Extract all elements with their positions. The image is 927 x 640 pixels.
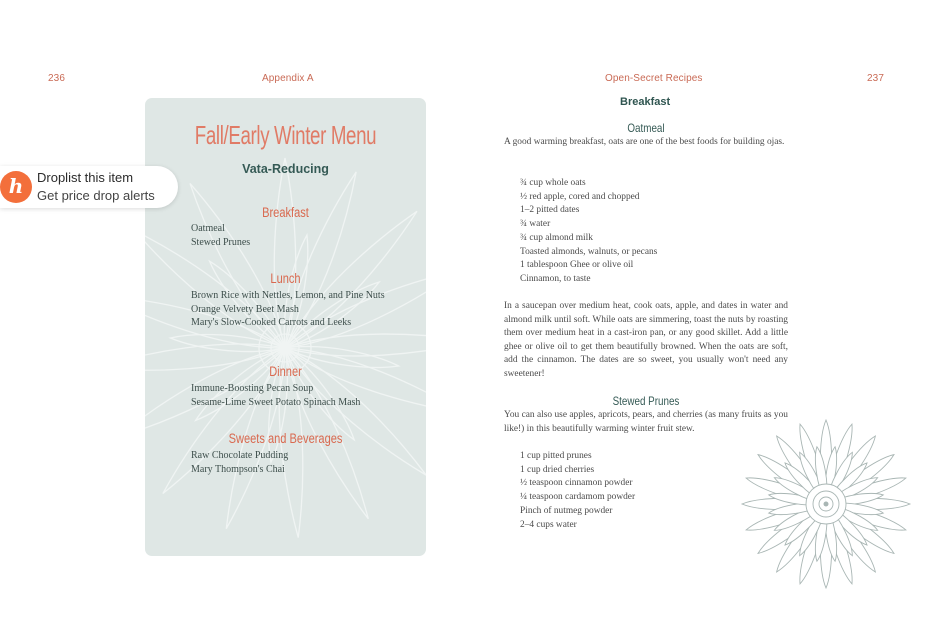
menu-item: Sesame-Lime Sweet Potato Spinach Mash (191, 396, 361, 408)
ingredient-item: ¾ water (520, 219, 551, 230)
ingredient-item: Pinch of nutmeg powder (520, 505, 613, 516)
menu-section-title: Dinner (269, 364, 302, 379)
page-number-right: 237 (867, 73, 884, 84)
menu-card (145, 98, 426, 556)
ingredient-item: 1–2 pitted dates (520, 205, 580, 216)
droplist-title[interactable]: Droplist this item (37, 170, 134, 185)
menu-item: Mary Thompson's Chai (191, 463, 285, 475)
menu-section-title: Sweets and Beverages (228, 431, 343, 446)
ingredient-item: ¾ cup whole oats (520, 178, 586, 188)
menu-section-list (191, 222, 391, 249)
recipe-directions: In a saucepan over medium heat, cook oats, apple, and dates in water and almond milk until soft. While oats are simmering, toast the nuts by roasting them over medium heat in a cast-iron pan, or any good skillet. Add a little ghee or olive oil to get them beautifully browned. When the oats are soft, add the cinnamon. The dates are so sweet, you usually won't need any sweetener! (504, 301, 788, 379)
recipe-title: Oatmeal (627, 121, 665, 135)
page-number-left: 236 (48, 73, 65, 84)
menu-item: Orange Velvety Beet Mash (191, 303, 299, 315)
honey-logo-icon[interactable]: h (0, 171, 32, 203)
menu-item: Mary's Slow-Cooked Carrots and Leeks (191, 317, 352, 328)
right-page (463, 0, 927, 640)
menu-subtitle: Vata-Reducing (242, 162, 329, 176)
ingredient-item: 2–4 cups water (520, 519, 577, 530)
ingredient-item: 1 tablespoon Ghee or olive oil (520, 260, 634, 271)
droplist-subtitle: Get price drop alerts (37, 188, 155, 203)
running-head-left: Appendix A (262, 73, 314, 84)
left-page (0, 0, 463, 640)
menu-title: Fall/Early Winter Menu (194, 120, 377, 150)
recipe-intro: You can also use apples, apricots, pears, and cherries (as many fruits as you like!) in this beautifully warming winter fruit stew. (504, 410, 788, 434)
menu-item: Brown Rice with Nettles, Lemon, and Pine Nuts (191, 290, 385, 301)
menu-section-list (191, 449, 391, 476)
menu-item: Raw Chocolate Pudding (191, 450, 289, 461)
ingredient-item: 1 cup dried cherries (520, 464, 595, 475)
section-heading: Breakfast (620, 96, 671, 108)
ingredient-list (520, 177, 780, 287)
menu-item: Stewed Prunes (191, 236, 251, 248)
ingredient-item: ¼ teaspoon cardamom powder (520, 492, 636, 503)
ingredient-item: 1 cup pitted prunes (520, 451, 592, 461)
droplist-popup[interactable] (0, 166, 178, 208)
dahlia-flower-icon (729, 418, 919, 600)
menu-section-list (191, 382, 391, 409)
menu-section-title: Lunch (270, 271, 301, 286)
menu-item: Oatmeal (191, 223, 225, 234)
ingredient-item: ½ teaspoon cinnamon powder (520, 478, 633, 489)
ingredient-item: ¾ cup almond milk (520, 232, 593, 243)
ingredient-item: Cinnamon, to taste (520, 273, 591, 284)
recipe-title: Stewed Prunes (612, 394, 680, 408)
menu-item: Immune-Boosting Pecan Soup (191, 383, 314, 394)
ingredient-item: ½ red apple, cored and chopped (520, 191, 640, 202)
menu-section-list (191, 289, 391, 330)
ingredient-item: Toasted almonds, walnuts, or pecans (520, 246, 658, 257)
recipe-intro: A good warming breakfast, oats are one of the best foods for building ojas. (504, 137, 785, 147)
menu-section-title: Breakfast (262, 205, 309, 220)
running-head-right: Open-Secret Recipes (605, 73, 703, 84)
